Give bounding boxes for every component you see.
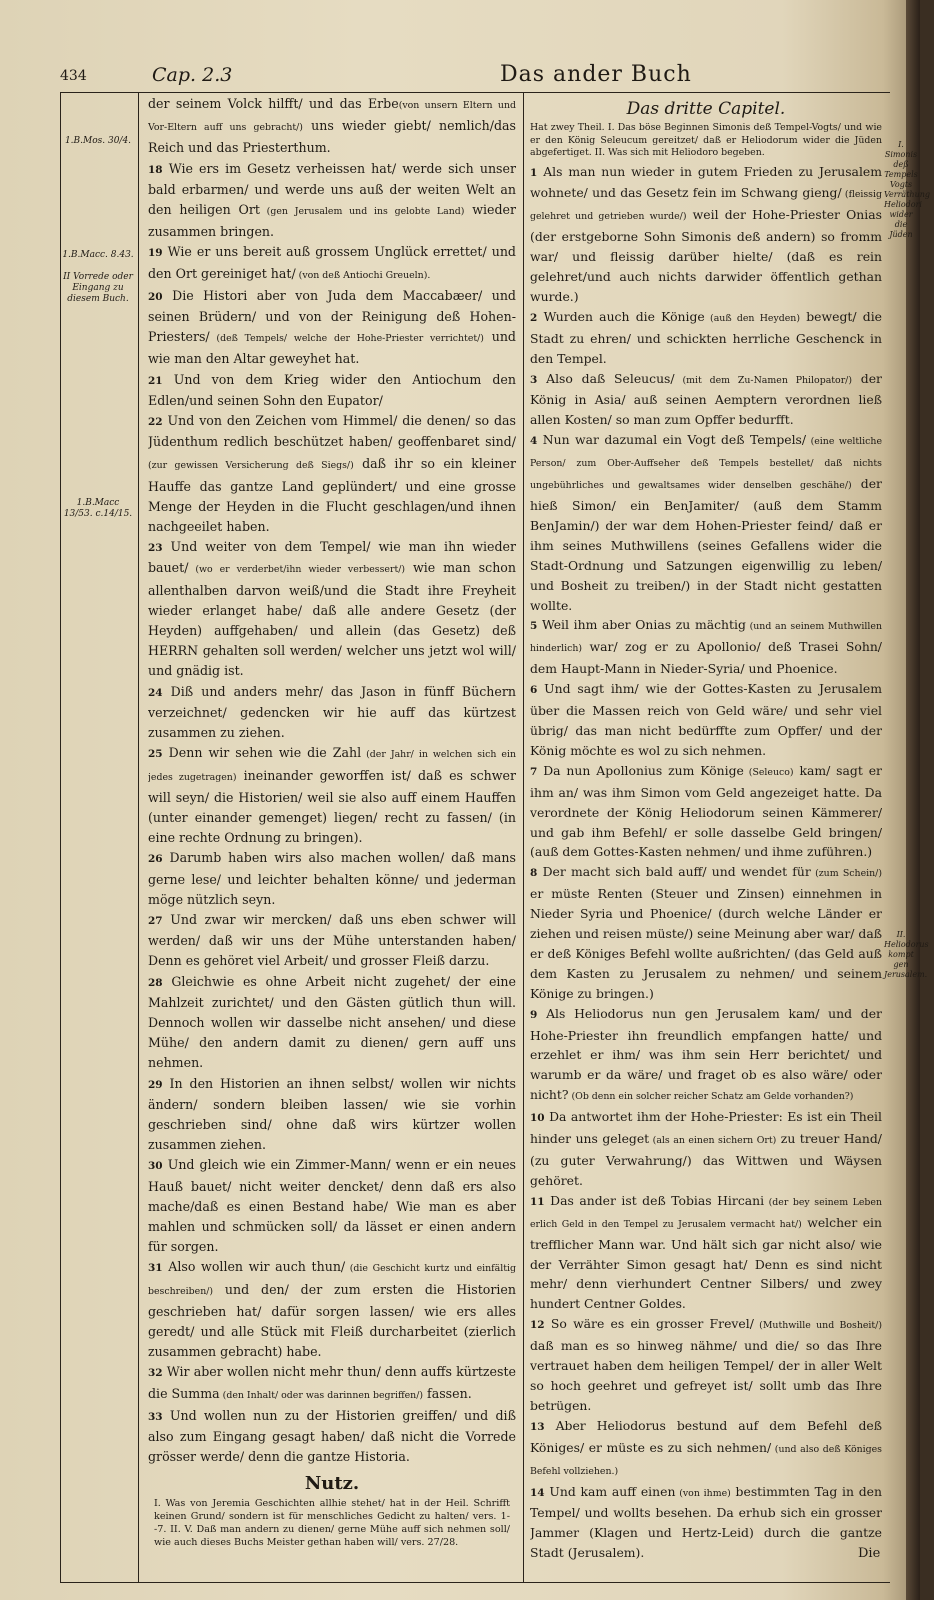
verse bbox=[148, 286, 516, 370]
verse-text: In den Historien an ihnen selbst/ wollen wir nichts ändern/ sondern bleiben lassen/ wie sie vorhin geschrieben sind/ ohne daß wirs kürtzer wollen zusammen ziehen. bbox=[148, 1075, 516, 1153]
verse-number: 1 bbox=[530, 166, 538, 179]
verse-text: Darumb haben wirs also machen wollen/ daß mans gerne lese/ und leichter behalten könne/ und jederman möge nützlich seyn. bbox=[148, 850, 516, 907]
verse-number: 8 bbox=[530, 867, 538, 880]
verse-number: 23 bbox=[148, 542, 163, 555]
verse-text: Denn wir sehen wie die Zahl bbox=[168, 745, 362, 761]
column-divider bbox=[523, 92, 524, 1582]
verse bbox=[530, 615, 882, 679]
verse-number: 24 bbox=[148, 686, 163, 699]
verse-gloss: (Seleuco) bbox=[743, 766, 794, 778]
verse-text: Gleichwie es ohne Arbeit nicht zugehet/ der eine Mahlzeit zurichtet/ und den Gästen gütlich thun will. Dennoch wollen wir dasselbe nicht ansehen/ und diese Mühe/ den andern damit zu dienen/ gern auff uns nehmen. bbox=[148, 973, 516, 1071]
verse-text: der seinem Volck hilfft/ und das Erbe bbox=[148, 96, 399, 111]
verse-text-rest: bewegt/ die Stadt zu ehren/ und schickten herrliche Geschenck in den Tempel. bbox=[530, 308, 882, 366]
verse-number: 19 bbox=[148, 247, 163, 260]
verse-number: 12 bbox=[530, 1319, 545, 1332]
verse-text-rest: bestimmten Tag in den Tempel/ und wollts besehen. Da erhub sich ein grosser Jammer (Klagen und Hertz-Leid) durch die gantze Stadt (Jerusalem). bbox=[530, 1483, 882, 1561]
verse-text: Als man nun wieder in gutem Frieden zu Jerusalem wohnete/ und das Gesetz fein im Schwang gieng/ bbox=[530, 163, 882, 201]
verse-number: 26 bbox=[148, 853, 163, 866]
verse-text: Wie er uns bereit auß grossem Unglück errettet/ und den Ort gereiniget hat/ bbox=[148, 244, 516, 281]
verse-number: 29 bbox=[148, 1078, 163, 1091]
verse-text-rest: er müste Renten (Steuer und Zinsen) einnehmen in Nieder Syria und Phoenice/ (durch welche Länder er ziehen und reisen müste/) seine Meinung aber war/ daß er deß Königes Befehl wollte außrichten/ (das Geld auß dem Kasten zu Jerusalem zu nehmen/ und seinem Könige zu bringen.) bbox=[530, 886, 882, 1001]
running-title: Das ander Buch bbox=[500, 62, 692, 87]
verse-number: 13 bbox=[530, 1420, 545, 1433]
verse-gloss: (mit dem Zu-Namen Philopator/) bbox=[674, 374, 852, 386]
margin-note: 1.B.Macc 13/53. c.14/15. bbox=[63, 498, 133, 519]
verse bbox=[530, 1416, 882, 1482]
verse bbox=[148, 743, 516, 848]
verse bbox=[530, 1191, 882, 1314]
verse-text: Wir aber wollen nicht mehr thun/ denn auffs kürtzeste die Summa bbox=[148, 1364, 516, 1401]
verse-text: So wäre es ein grosser Frevel/ bbox=[550, 1316, 754, 1332]
verse bbox=[530, 1482, 882, 1564]
verse-gloss: (Muthwille und Bosheit/) bbox=[753, 1320, 882, 1332]
footer-rule bbox=[60, 1582, 890, 1583]
verse-text: Und gleich wie ein Zimmer-Mann/ wenn er ein neues Hauß bauet/ nicht weiter dencket/ denn daß ers also mache/daß es einen Bestand habe/ Wie man es aber mahlen und schmücken soll/ da lässet er einen andern für sorgen. bbox=[148, 1157, 516, 1255]
verse-text: Nun war dazumal ein Vogt deß Tempels/ bbox=[542, 432, 807, 448]
verse-text: Wurden auch die Könige bbox=[543, 308, 705, 324]
verse-text: Weil ihm aber Onias zu mächtig bbox=[541, 617, 746, 633]
verse-text: Und kam auff einen bbox=[549, 1483, 676, 1499]
verse-number: 4 bbox=[530, 435, 538, 448]
verse-text: Und zwar wir mercken/ daß uns eben schwer will werden/ daß wir uns der Mühe unterstanden haben/ Denn es gehöret viel Arbeit/ und grosser Fleiß darzu. bbox=[148, 911, 516, 969]
verse bbox=[148, 537, 516, 681]
verse-text-rest: war/ zog er zu Apollonio/ deß Trasei Sohn/ dem Haupt-Mann in Nieder-Syria/ und Phoenice. bbox=[530, 639, 882, 677]
verse-text: Und wollen nun zu der Historien greiffen/ und diß also zum Eingang gesagt haben/ daß nicht die Vorrede grösser werde/ denn die gantze Historia. bbox=[148, 1407, 516, 1465]
chapter-heading: Das dritte Capitel. bbox=[626, 99, 786, 119]
verse bbox=[530, 162, 882, 307]
verse-gloss: (den Inhalt/ oder was darinnen begriffen/) bbox=[219, 1389, 424, 1401]
verse-number: 6 bbox=[530, 684, 538, 697]
verse bbox=[530, 761, 882, 863]
verse bbox=[148, 972, 516, 1074]
nutz-heading: Nutz. bbox=[304, 1473, 360, 1495]
verse-number: 10 bbox=[530, 1112, 545, 1125]
verse-text-rest: und den/ der zum ersten die Historien geschrieben hat/ dafür sorgen lassen/ wie ers alles geredt/ und alle Stück mit Fleiß durcharbeitet (zierlich zusammen gebracht) habe. bbox=[148, 1281, 516, 1360]
right-verses bbox=[530, 162, 882, 1564]
margin-note: II Vorrede oder Eingang zu diesem Buch. bbox=[63, 272, 133, 304]
verse-text: Wie ers im Gesetz verheissen hat/ werde sich unser bald erbarmen/ und werde uns auß der weiten Welt an den heiligen Ort bbox=[148, 160, 516, 218]
verse-gloss: (die Geschicht kurtz und einfältig beschreiben/) bbox=[148, 1263, 516, 1297]
verse-gloss: (von unsern Eltern und Vor-Eltern auff uns gebracht/) bbox=[148, 100, 516, 134]
margin-note: 1.B.Mos. 30/4. bbox=[64, 136, 132, 146]
verse-number: 9 bbox=[530, 1008, 538, 1021]
verse-text: Da nun Apollonius zum Könige bbox=[543, 762, 744, 778]
verse-gloss: (gen Jerusalem und ins gelobte Land) bbox=[259, 206, 465, 218]
verse bbox=[148, 1406, 516, 1468]
margin-divider bbox=[138, 92, 139, 1582]
verse-number: 20 bbox=[148, 290, 163, 303]
verse-gloss: (deß Tempels/ welche der Hohe-Priester verrichtet/) bbox=[209, 333, 484, 345]
verse-gloss: (fleissig gelehret und getrieben wurde/) bbox=[530, 189, 882, 223]
verse-gloss: (Ob denn ein solcher reicher Schatz am Gelde vorhanden?) bbox=[568, 1091, 854, 1103]
verse-number: 22 bbox=[148, 416, 163, 429]
verse-text-rest: fassen. bbox=[423, 1385, 472, 1401]
verse-text: Und von den Zeichen vom Himmel/ die denen/ so das Jüdenthum redlich beschützet haben/ geoffenbaret sind/ bbox=[148, 413, 516, 450]
verse-text: Der macht sich bald auff/ und wendet für bbox=[542, 864, 811, 880]
verse-number: 32 bbox=[148, 1367, 163, 1380]
verse-gloss: (der bey seinem Leben erlich Geld in den Tempel zu Jerusalem vermacht hat/) bbox=[530, 1196, 882, 1230]
header-rule bbox=[60, 92, 890, 93]
verse-number: 14 bbox=[530, 1486, 545, 1499]
verse-text: Also wollen wir auch thun/ bbox=[168, 1259, 346, 1275]
verse-gloss: (wo er verderbet/ihn wieder verbessert/) bbox=[188, 564, 406, 576]
verse-text-rest: daß man es so hinweg nähme/ und die/ so das Ihre vertrauet haben dem heiligen Tempel/ der in aller Welt so hoch geehret und gefreyet ist/ sollt umb das Ihre betrügen. bbox=[530, 1338, 882, 1413]
verse-text: Und sagt ihm/ wie der Gottes-Kasten zu Jerusalem über die Massen reich von Geld wäre/ und sehr viel übrig/ das man nicht bedürffte zum Opffer/ und der König möchte es wol zu sich nehmen. bbox=[530, 681, 882, 758]
verse bbox=[530, 369, 882, 431]
verse bbox=[148, 1362, 516, 1405]
verse bbox=[530, 1314, 882, 1416]
verse-number: 28 bbox=[148, 976, 163, 989]
verse-number: 30 bbox=[148, 1160, 163, 1173]
verse bbox=[530, 679, 882, 761]
verse-text-rest: wie man schon allenthalben darvon weiß/und die Stadt ihre Freyheit wieder erlanget habe/ daß alle andere Gesetz (der Heyden) auffgehaben/ und allein (das Gesetz) deß HERRN gehalten soll werden/ welcher uns jetzt wol will/ und gnädig ist. bbox=[148, 560, 516, 679]
verse-gloss: (von ihme) bbox=[675, 1487, 731, 1499]
book-edge bbox=[906, 0, 920, 1600]
verse-text: Diß und anders mehr/ das Jason in fünff Büchern verzeichnet/ gedencken wir hie auff das kürtzest zusammen zu ziehen. bbox=[148, 683, 516, 741]
verse-text: Da antwortet ihm der Hohe-Priester: Es ist ein Theil hinder uns geleget bbox=[530, 1109, 882, 1147]
verse bbox=[148, 1155, 516, 1257]
verse-number: 11 bbox=[530, 1195, 545, 1208]
verse-text-rest: kam/ sagt er ihm an/ was ihm Simon vom Geld angezeiget hatte. Da verordnete der König Heliodorum seinen Kämmerer/ und gab ihm Befehl/ er solle dasselbe Geld bringen/ (auß dem Gottes-Kasten nehmen/ und ihme zuführen.) bbox=[530, 762, 882, 860]
left-border bbox=[60, 92, 61, 1582]
verse-gloss: (eine weltliche Person/ zum Ober-Auffseher deß Tempels bestellet/ daß nichts ungebührliches und gewaltsames wider denselben geschähe/) bbox=[530, 436, 882, 492]
verse-gloss: (der Jahr/ in welchen sich ein jedes zugetragen) bbox=[148, 749, 516, 783]
verse-number: 25 bbox=[148, 748, 163, 761]
verse-gloss: (und also deß Königes Befehl vollziehen.) bbox=[530, 1443, 882, 1477]
verse-number: 2 bbox=[530, 311, 538, 324]
verse bbox=[148, 94, 516, 159]
chapter-summary: Hat zwey Theil. I. Das böse Beginnen Simonis deß Tempel-Vogts/ und wie er den König Seleucum gereitzet/ daß er Heliodorum wider die Jüden abgefertiget. II. Was sich mit Heliodoro begeben. bbox=[530, 122, 882, 158]
verse-text: Die Histori aber von Juda dem Maccabæer/ und seinen Brüdern/ und von der Reinigung deß Hohen-Priesters/ bbox=[148, 287, 516, 345]
verse-text: Aber Heliodorus bestund auf dem Befehl deß Königes/ er müste es zu sich nehmen/ bbox=[530, 1417, 882, 1455]
verse-text-rest: der König in Asia/ auß seinen Aemptern verordnen ließ allen Kosten/ so man zum Opffer bedurfft. bbox=[530, 370, 882, 428]
verse-number: 7 bbox=[530, 765, 538, 778]
verse-number: 18 bbox=[148, 163, 163, 176]
verse bbox=[148, 159, 516, 243]
margin-note-right: I. Simonis deß Tempels Vogts Verräthung Heliodori wider die Jüden bbox=[884, 140, 930, 239]
verse-text-rest: der hieß Simon/ ein BenJamiter/ (auß dem Stamm BenJamin/) der war dem Hohen-Priester feind/ daß er ihm seines Muthwillens (seines Gefallens wider die Stadt-Ordnung und Satzungen eigenwillig zu leben/ und Bosheit zu treiben/) in der Stadt nicht gestatten wollte. bbox=[530, 476, 882, 613]
verse-text-rest: weil der Hohe-Priester Onias (der erstgeborne Sohn Simonis deß andern) so fromm war/ und fleissig darüber hielte/ (daß es rein gelehret/und auch nichts darwider öffentlich gethan wurde.) bbox=[530, 207, 882, 304]
verse-text-rest: und wie man den Altar geweyhet hat. bbox=[148, 329, 516, 367]
verse-text-rest: uns wieder giebt/ nemlich/das Reich und das Priesterthum. bbox=[148, 118, 516, 156]
catchword: Die bbox=[858, 1546, 881, 1561]
verse bbox=[148, 682, 516, 744]
margin-note-right: II. Heliodorus kompt gen Jerusalem. bbox=[884, 930, 929, 979]
verse-number: 31 bbox=[148, 1262, 163, 1275]
left-column bbox=[148, 94, 516, 1574]
verse-number: 33 bbox=[148, 1410, 163, 1423]
chapter-label: Cap. 2.3 bbox=[152, 64, 233, 86]
verse-text: Also daß Seleucus/ bbox=[546, 370, 675, 386]
verse-text: Und weiter von dem Tempel/ wie man ihn wieder bauet/ bbox=[148, 539, 516, 576]
verse-number: 5 bbox=[530, 620, 538, 633]
verse bbox=[148, 1257, 516, 1362]
right-column bbox=[530, 94, 882, 1574]
verse-gloss: (auß den Heyden) bbox=[704, 312, 800, 324]
verse-gloss: (als an einen sichern Ort) bbox=[649, 1135, 777, 1147]
verse-text: Und von dem Krieg wider den Antiochum den Edlen/und seinen Sohn den Eupator/ bbox=[148, 371, 516, 408]
margin-note: 1.B.Macc. 8.43. bbox=[62, 250, 134, 260]
verse bbox=[530, 430, 882, 615]
verse-text-rest: daß ihr so ein kleiner Hauffe das gantze Land geplündert/ und eine grosse Menge der Heyden in die Flucht geschlagen/und ihnen nachgeeilet haben. bbox=[148, 456, 516, 535]
verse-text-rest: zu treuer Hand/ (zu guter Verwahrung/) das Wittwen und Wäysen gehöret. bbox=[530, 1131, 882, 1188]
nutz-text: I. Was von Jeremia Geschichten allhie stehet/ hat in der Heil. Schrifft keinen Grund/ sondern ist für menschliches Gedicht zu halten/ vers. 1--7. II. V. Daß man andern zu dienen/ gerne Mühe auff sich nehmen soll/ wie auch dieses Buchs Meister gethan haben will/ vers. 27/28. bbox=[154, 1498, 510, 1549]
verse-gloss: (zum Schein/) bbox=[810, 868, 882, 880]
verse bbox=[148, 370, 516, 411]
verse bbox=[530, 307, 882, 369]
verse-gloss: (zur gewissen Versicherung deß Siegs/) bbox=[148, 460, 354, 472]
verse-number: 21 bbox=[148, 374, 163, 387]
verse-text-rest: wieder zusammen bringen. bbox=[148, 202, 516, 240]
verse-number: 27 bbox=[148, 914, 163, 927]
verse bbox=[148, 411, 516, 537]
verse-text-rest: ineinander geworffen ist/ daß es schwer will seyn/ die Historien/ weil sie also auff einem Hauffen (unter einander gemenget) liegen/ recht zu fassen/ (in eine rechte Ordnung zu bringen). bbox=[148, 767, 516, 846]
verse-gloss: (und an seinem Muthwillen hinderlich) bbox=[530, 621, 882, 655]
verse bbox=[530, 1004, 882, 1108]
verse bbox=[148, 848, 516, 910]
verse bbox=[148, 242, 516, 285]
verse bbox=[530, 1107, 882, 1191]
verse-number: 3 bbox=[530, 373, 538, 386]
verse-text: Als Heliodorus nun gen Jerusalem kam/ und der Hohe-Priester ihn freundlich empfangen hatte/ und erzehlet er ihm/ was ihm sein Herr berichtet/ und warumb er da wäre/ und fraget ob es also wäre/ oder nicht? bbox=[530, 1005, 882, 1103]
verse bbox=[148, 910, 516, 972]
verse bbox=[530, 862, 882, 1003]
verse bbox=[148, 1074, 516, 1156]
verse-gloss: (von deß Antiochi Greueln). bbox=[295, 269, 431, 281]
page-number: 434 bbox=[60, 68, 87, 84]
verse-text-rest: welcher ein trefflicher Mann war. Und hält sich gar nicht also/ wie der Verrähter Simon gesagt hat/ Denn es sind nicht mehr/ denn vierhundert Centner Silbers/ und zwey hundert Centner Goldes. bbox=[530, 1214, 882, 1312]
verse-text: Das ander ist deß Tobias Hircani bbox=[550, 1192, 765, 1208]
page-header bbox=[60, 62, 890, 90]
